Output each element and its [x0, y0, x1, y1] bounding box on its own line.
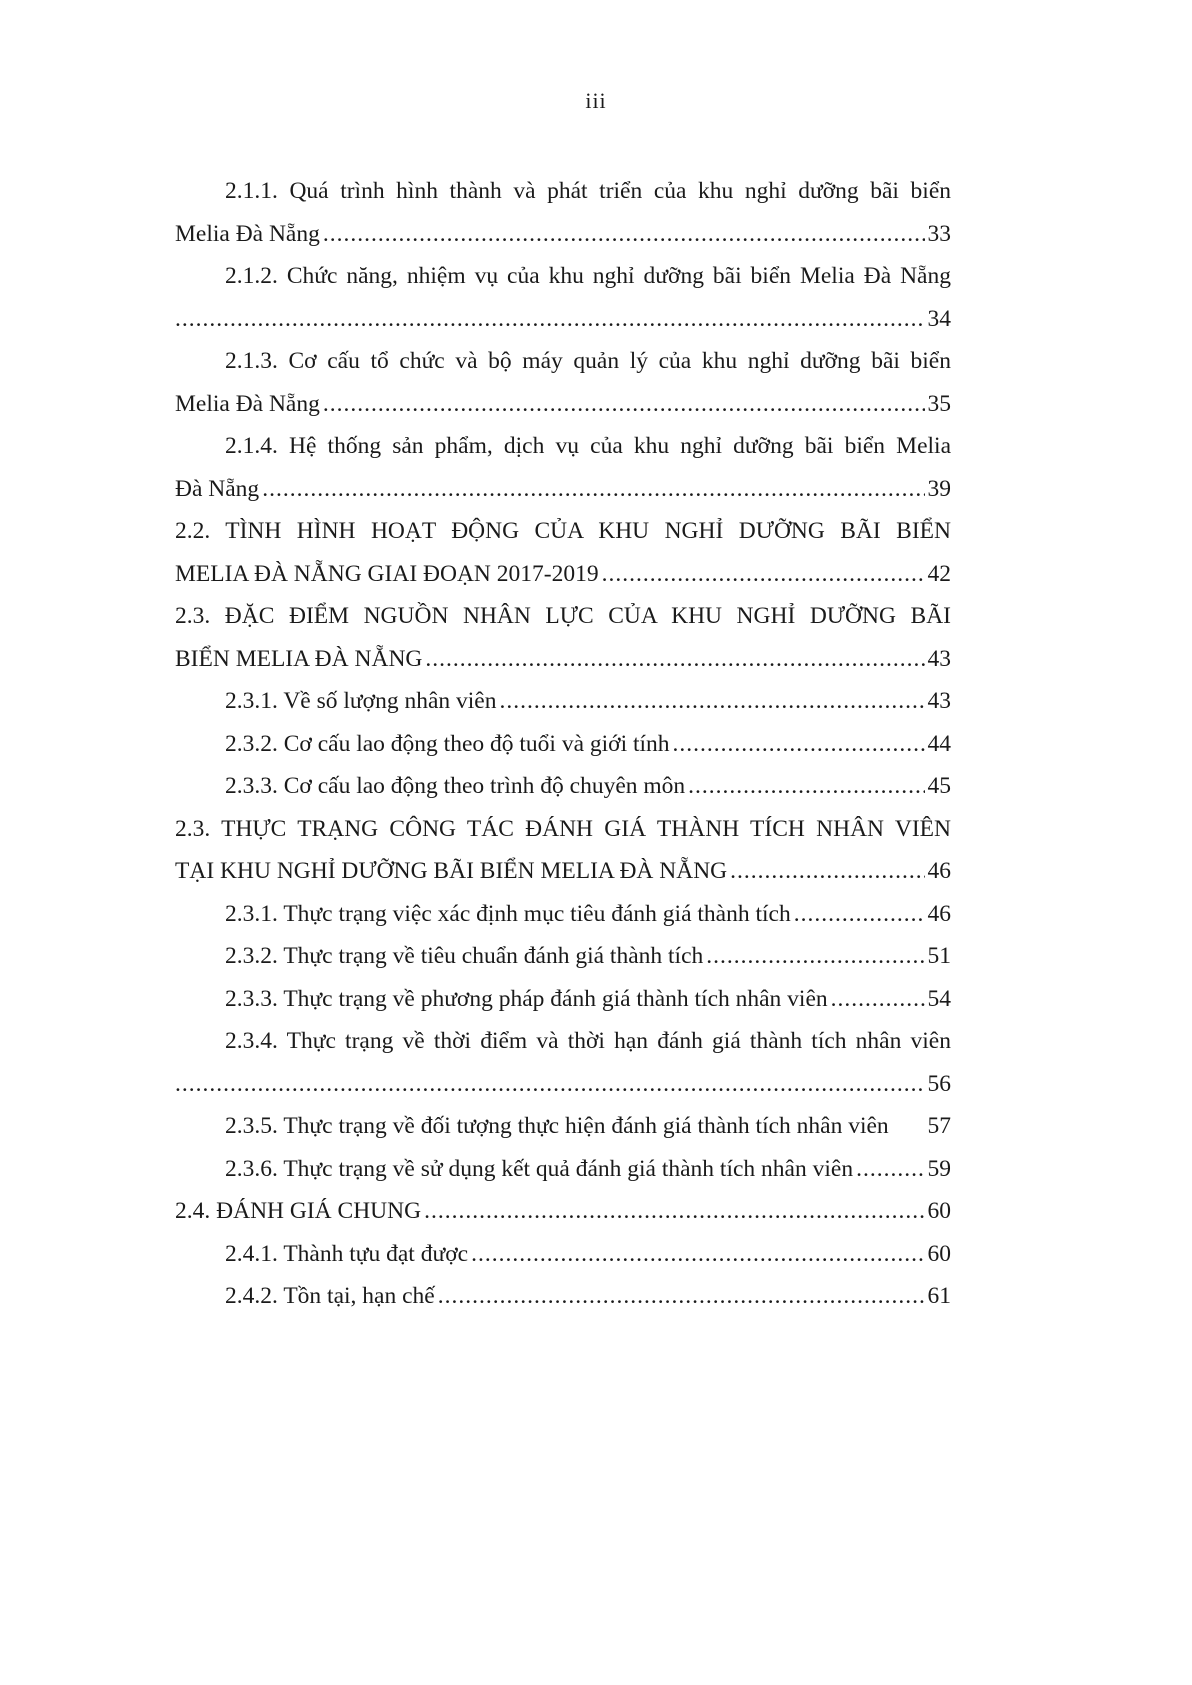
toc-entry-title: 2.3. ĐẶC ĐIỂM NGUỒN NHÂN LỰC CỦA KHU NGHỈ DƯỠNG BÃI — [175, 603, 951, 629]
toc-entry[interactable] — [175, 1233, 951, 1276]
toc-entry-row — [175, 893, 951, 936]
toc-entry-row — [175, 553, 951, 596]
toc-entry[interactable] — [175, 978, 951, 1021]
toc-entry[interactable] — [175, 935, 951, 978]
dot-leader — [602, 553, 925, 596]
toc-page-number: 35 — [927, 390, 951, 417]
dot-leader — [706, 935, 924, 978]
toc-entry-title: 2.1.1. Quá trình hình thành và phát triển của khu nghỉ dưỡng bãi biển — [225, 178, 951, 204]
toc-entry-title: 2.3.1. Về số lượng nhân viên — [225, 688, 497, 714]
toc-page-number: 60 — [927, 1240, 951, 1267]
toc-entry[interactable] — [175, 893, 951, 936]
toc-entry-title-continued: BIỂN MELIA ĐÀ NẴNG — [175, 645, 423, 672]
toc-entry-title: 2.3.2. Cơ cấu lao động theo độ tuổi và giới tính — [225, 730, 670, 757]
toc-page-number: 43 — [927, 645, 951, 672]
toc-entry[interactable] — [175, 765, 951, 808]
toc-entry-row — [175, 1105, 951, 1148]
toc-entry[interactable] — [175, 808, 951, 893]
toc-entry-title: 2.3.3. Thực trạng về phương pháp đánh giá thành tích nhân viên — [225, 985, 828, 1012]
toc-entry-title: 2.2. TÌNH HÌNH HOẠT ĐỘNG CỦA KHU NGHỈ DƯỠNG BÃI BIỂN — [175, 518, 951, 544]
dot-leader — [673, 723, 925, 766]
toc-entry[interactable] — [175, 680, 951, 723]
toc-page-number: 45 — [927, 773, 951, 799]
toc-page-number: 57 — [927, 1113, 951, 1139]
toc-entry[interactable] — [175, 255, 951, 340]
toc-page-number: 56 — [927, 1070, 951, 1097]
toc-entry-title: 2.3.5. Thực trạng về đối tượng thực hiện đánh giá thành tích nhân viên — [225, 1113, 889, 1139]
dot-leader — [856, 1148, 924, 1191]
toc-entry-row — [175, 850, 951, 893]
toc-entry-title-continued: Đà Nẵng — [175, 475, 260, 502]
dot-leader — [499, 680, 924, 723]
toc-entry-title: 2.1.4. Hệ thống sản phẩm, dịch vụ của khu nghỉ dưỡng bãi biển Melia — [225, 433, 951, 459]
toc-entry-row — [175, 1233, 951, 1276]
toc-entry[interactable] — [175, 1190, 951, 1233]
toc-page-number: 59 — [927, 1155, 951, 1182]
toc-page-number: 51 — [927, 943, 951, 969]
dot-leader — [323, 213, 925, 256]
toc-entry[interactable] — [175, 1148, 951, 1191]
dot-leader — [175, 298, 925, 341]
toc-entry-row — [175, 383, 951, 426]
toc-entry[interactable] — [175, 425, 951, 510]
toc-entry-title: 2.4.2. Tồn tại, hạn chế — [225, 1283, 435, 1309]
toc-entry-title-continued: Melia Đà Nẵng — [175, 390, 320, 417]
toc-page-number: 39 — [927, 475, 951, 502]
toc-page-number: 44 — [927, 730, 951, 757]
toc-entry-title: 2.1.2. Chức năng, nhiệm vụ của khu nghỉ dưỡng bãi biển Melia Đà Nẵng — [225, 263, 951, 289]
toc-entry-title: 2.1.3. Cơ cấu tổ chức và bộ máy quản lý của khu nghỉ dưỡng bãi biển — [225, 348, 951, 374]
dot-leader — [323, 383, 925, 426]
toc-entry-row — [175, 298, 951, 341]
toc-entry-row — [175, 1063, 951, 1106]
toc-entry-row — [175, 1190, 951, 1233]
toc-entry-row — [175, 213, 951, 256]
dot-leader — [425, 638, 924, 681]
toc-entry-row — [175, 1148, 951, 1191]
toc-entry-row — [175, 468, 951, 511]
toc-entry-title: 2.3. THỰC TRẠNG CÔNG TÁC ĐÁNH GIÁ THÀNH TÍCH NHÂN VIÊN — [175, 815, 951, 842]
toc-page-number: 54 — [927, 985, 951, 1012]
toc-entry-title-continued: Melia Đà Nẵng — [175, 220, 320, 247]
toc-entry[interactable] — [175, 723, 951, 766]
toc-entry-title: 2.3.2. Thực trạng về tiêu chuẩn đánh giá thành tích — [225, 943, 704, 969]
table-of-contents — [175, 170, 951, 1318]
toc-entry-row — [175, 978, 951, 1021]
toc-entry[interactable] — [175, 340, 951, 425]
toc-entry-row — [175, 638, 951, 681]
toc-entry-title: 2.3.4. Thực trạng về thời điểm và thời hạn đánh giá thành tích nhân viên — [225, 1028, 951, 1054]
toc-entry-title: 2.3.1. Thực trạng việc xác định mục tiêu đánh giá thành tích — [225, 900, 791, 927]
dot-leader — [831, 978, 925, 1021]
dot-leader — [471, 1233, 924, 1276]
toc-entry-row — [175, 723, 951, 766]
dot-leader — [730, 850, 924, 893]
toc-page-number: 46 — [927, 900, 951, 927]
toc-entry[interactable] — [175, 1105, 951, 1148]
toc-entry-title: 2.3.3. Cơ cấu lao động theo trình độ chuyên môn — [225, 773, 686, 799]
dot-leader — [175, 1063, 925, 1106]
toc-entry[interactable] — [175, 595, 951, 680]
toc-entry[interactable] — [175, 1275, 951, 1318]
toc-entry[interactable] — [175, 510, 951, 595]
toc-page-number: 42 — [927, 560, 951, 587]
dot-leader — [424, 1190, 924, 1233]
toc-entry-row — [175, 1275, 951, 1318]
toc-page-number: 46 — [927, 858, 951, 884]
toc-entry-title-continued: TẠI KHU NGHỈ DƯỠNG BÃI BIỂN MELIA ĐÀ NẴNG — [175, 858, 728, 884]
toc-page-number: 60 — [927, 1198, 951, 1224]
toc-page-number: 61 — [927, 1283, 951, 1309]
toc-entry-title: 2.4.1. Thành tựu đạt được — [225, 1240, 469, 1267]
toc-page-number: 34 — [927, 305, 951, 332]
toc-page-number: 43 — [927, 688, 951, 714]
toc-entry-row — [175, 765, 951, 808]
page-number: iii — [585, 88, 607, 113]
dot-leader — [262, 468, 924, 511]
toc-page-number: 33 — [927, 220, 951, 247]
toc-entry-row — [175, 680, 951, 723]
dot-leader — [438, 1275, 925, 1318]
dot-leader — [794, 893, 925, 936]
dot-leader — [688, 765, 924, 808]
toc-entry-title: 2.3.6. Thực trạng về sử dụng kết quả đánh giá thành tích nhân viên — [225, 1155, 854, 1182]
toc-entry-title-continued: MELIA ĐÀ NẴNG GIAI ĐOẠN 2017-2019 — [175, 560, 599, 587]
toc-entry-row — [175, 935, 951, 978]
toc-entry[interactable] — [175, 1020, 951, 1105]
toc-entry[interactable] — [175, 170, 951, 255]
toc-entry-title: 2.4. ĐÁNH GIÁ CHUNG — [175, 1198, 422, 1224]
